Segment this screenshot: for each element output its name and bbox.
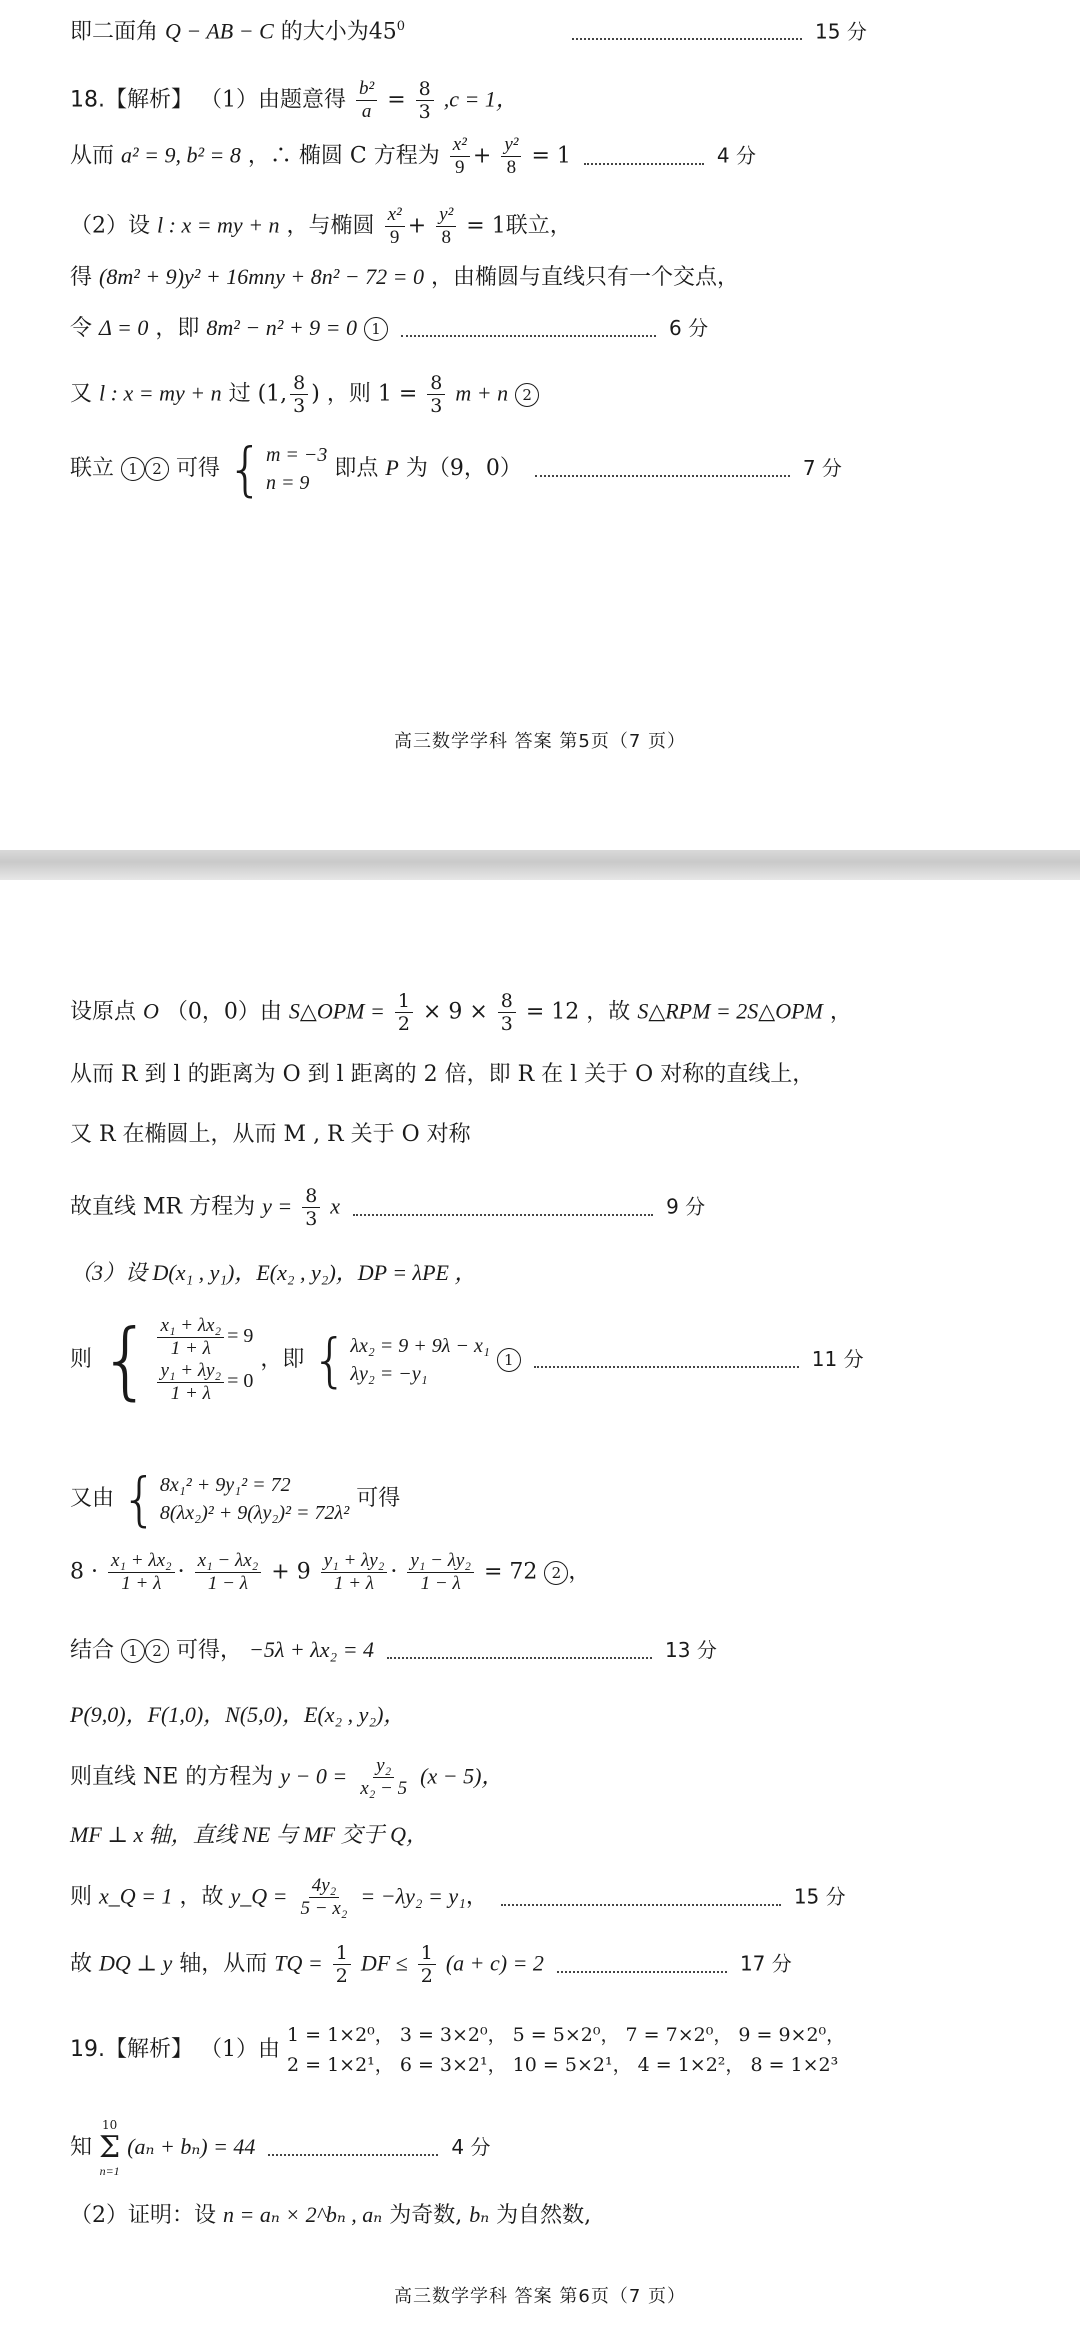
circled-number: 1 (121, 1639, 145, 1663)
line-solve-system (70, 435, 842, 503)
text: （2）证明：设 (70, 2203, 216, 2228)
line-area-ratio (70, 990, 852, 1035)
denominator: 9 (455, 157, 465, 178)
denominator: 2 (420, 1965, 433, 1987)
math: y − 0 = (280, 1763, 348, 1789)
page-6 (0, 880, 1080, 2337)
math: y = (262, 1193, 293, 1219)
text: 从而 (70, 143, 115, 169)
text: 即点 (334, 456, 379, 481)
denominator: 3 (430, 395, 443, 417)
line-q18-part1 (70, 78, 518, 123)
math: a² = 9, b² = 8 (121, 142, 241, 168)
math: TQ = (274, 1950, 323, 1976)
math: S△RPM = 2S△OPM (637, 998, 823, 1024)
system-row: 8(λx₂)² + 9(λy₂)² = 72λ² (159, 1502, 350, 1524)
circled-number: 1 (121, 457, 145, 481)
numerator: x₁ + λx₂ (157, 1315, 224, 1338)
numerator: 8 (416, 78, 434, 101)
fraction (427, 372, 445, 417)
fraction (498, 990, 516, 1035)
math: y_Q = (230, 1883, 288, 1909)
text: 联立 (70, 456, 115, 481)
equals: = (387, 87, 406, 113)
text: 可得， (176, 1638, 243, 1663)
text: 则 (70, 1884, 93, 1910)
text: 为奇数, (389, 2203, 463, 2228)
text: 则 (70, 1347, 93, 1372)
math: (aₙ + bₙ) = 44 (127, 2134, 256, 2159)
fraction (450, 134, 470, 179)
text: 的大小为45 (280, 19, 397, 45)
numerator: 8 (302, 1185, 320, 1208)
math: n = aₙ × 2^bₙ , aₙ (223, 2202, 383, 2227)
numerator: x² (385, 204, 405, 227)
line-passes-point (70, 372, 539, 417)
text: 联立， (505, 213, 572, 239)
numerator: 8 (498, 990, 516, 1013)
math: (x − 5)， (420, 1763, 504, 1789)
math: = −λy₂ = y₁ (360, 1883, 466, 1909)
math: + 9 (271, 1559, 311, 1585)
numerator: 4y₂ (309, 1875, 340, 1898)
left-brace: { (311, 1326, 349, 1394)
leader-dots (534, 1352, 799, 1368)
math: 8m² − n² + 9 = 0 (206, 315, 358, 340)
line-symmetric: 又 R 在椭圆上，从而 M , R 关于 O 对称 (70, 1122, 471, 1147)
sigma-sum (99, 2117, 120, 2179)
fraction (385, 204, 405, 249)
leader-dots (268, 2140, 438, 2156)
score: 7 分 (802, 456, 842, 480)
numerator: y² (501, 134, 521, 157)
math: DQ ⊥ y (99, 1950, 173, 1976)
text: 故直线 MR 方程为 (70, 1194, 256, 1220)
numerator: y² (436, 204, 456, 227)
line-q19-part1 (70, 2020, 845, 2080)
math: l : x = my + n (99, 380, 222, 406)
circled-number: 2 (145, 457, 169, 481)
text: 过 (228, 381, 251, 407)
text: ，∴ 椭圆 C 方程为 (247, 143, 440, 169)
denominator: 3 (418, 101, 431, 123)
decomposition-row: 1 = 1×2⁰， 3 = 3×2⁰， 5 = 5×2⁰， 7 = 7×2⁰， 9 = 9×2⁰， (287, 2024, 846, 2046)
math: Q − AB − C (165, 18, 274, 44)
leader-dots (584, 149, 704, 165)
text: ，故 (179, 1884, 224, 1910)
system-brace (121, 1465, 350, 1533)
line-discriminant (70, 313, 708, 344)
math: S△OPM = (288, 998, 385, 1024)
math: x (330, 1193, 341, 1219)
text: 轴，从而 (179, 1951, 268, 1977)
fraction (407, 1550, 474, 1595)
text: 为自然数, (496, 2203, 592, 2228)
decomposition-table (287, 2020, 845, 2080)
fraction (290, 372, 308, 417)
denominator: 3 (500, 1013, 513, 1035)
fraction (357, 1755, 410, 1800)
denominator: 1 − λ (207, 1573, 248, 1594)
text: 又由 (70, 1486, 115, 1511)
fraction (356, 78, 377, 123)
degree-sup: 0 (396, 19, 406, 34)
denominator: 3 (293, 395, 306, 417)
fraction (333, 1942, 351, 1987)
line-mf-perpendicular (70, 1820, 428, 1851)
math: (1, (257, 381, 288, 407)
left-brace: { (121, 1465, 158, 1533)
line-part3-setup (70, 1258, 476, 1289)
system-brace (227, 435, 328, 503)
numerator: y₁ + λy₂ (321, 1550, 388, 1573)
math: = 72 (483, 1559, 538, 1585)
denominator: 1 + λ (121, 1573, 162, 1594)
numerator: x₁ + λx₂ (108, 1550, 175, 1573)
line-tq (70, 1942, 792, 1987)
line-vector-system (70, 1311, 864, 1409)
text: ， (829, 999, 852, 1025)
text: 可得 (356, 1486, 401, 1511)
circled-number: 2 (145, 1639, 169, 1663)
text: ，由椭圆与直线只有一个交点， (431, 265, 740, 290)
system-row (154, 1315, 253, 1360)
denominator: 9 (389, 227, 400, 248)
page-separator (0, 850, 1080, 880)
math: (8m² + 9)y² + 16mny + 8n² − 72 = 0 (99, 264, 424, 289)
score: 17 分 (739, 1951, 792, 1976)
text: 则直线 NE 的方程为 (70, 1764, 274, 1790)
denominator: 1 + λ (170, 1338, 211, 1359)
math: ,c = 1， (443, 86, 518, 112)
fraction (416, 78, 434, 123)
fraction (298, 1875, 351, 1920)
denominator: 8 (506, 157, 517, 178)
line-ne-equation (70, 1755, 503, 1800)
leader-dots (387, 1643, 652, 1659)
left-brace: { (227, 435, 264, 503)
denominator: 3 (305, 1208, 318, 1230)
numerator: 8 (290, 372, 308, 395)
decomposition-row: 2 = 1×2¹， 6 = 3×2¹， 10 = 5×2¹， 4 = 1×2²， 8 = 1×2³ (287, 2054, 839, 2076)
line-ellipse-equation: 从而 a² = 9, b² = 8 ，∴ 椭圆 C 方程为 $\frac{\text{x²}}{9}$ + $\frac{\text{y²}}{8}$ = 1 4 分 (70, 134, 756, 178)
math: (a + c) = 2 (445, 1950, 544, 1976)
circled-number: 1 (364, 317, 388, 341)
system-row: λy₂ = −y₁ (350, 1363, 428, 1385)
line-points (70, 1700, 405, 1731)
line-part2-proof (70, 2200, 591, 2231)
denominator: 2 (397, 1013, 410, 1035)
line-distance: 从而 R 到 l 的距离为 O 到 l 距离的 2 倍，即 R 在 l 关于 O 对称的直线上， (70, 1062, 815, 1087)
leader-dots (501, 1890, 781, 1906)
text: 设原点 (70, 999, 137, 1025)
circled-number: 1 (497, 1348, 521, 1372)
numerator: 1 (418, 1942, 436, 1965)
numerator: 1 (333, 1942, 351, 1965)
numerator: 1 (395, 990, 413, 1013)
fraction (108, 1550, 175, 1595)
score: 15 分 (815, 19, 867, 44)
line-yq: 则 x_Q = 1 ，故 y_Q = $\frac{\text{4y₂}}{\text{5 − x₂}}$ = −λy₂ = y₁， 15 分 (70, 1875, 846, 1919)
math: O (143, 998, 159, 1024)
equals: = 1 (466, 213, 506, 239)
equals: = 1 (531, 143, 571, 169)
math: ) (311, 381, 320, 407)
math: x_Q = 1 (99, 1883, 173, 1909)
numerator: x₁ − λx₂ (195, 1550, 262, 1573)
denominator: 1 − λ (420, 1573, 461, 1594)
text: 又 (70, 381, 93, 407)
sum-upper-limit: 10 (101, 2118, 118, 2132)
text: （2）设 (70, 213, 150, 239)
sum-lower-limit: n=1 (99, 2164, 120, 2178)
numerator: b² (356, 78, 377, 101)
page-footer: 高三数学学科 答案 第5页（7 页） (393, 731, 687, 752)
page-footer: 高三数学学科 答案 第6页（7 页） (393, 2286, 687, 2307)
line-combine (70, 1635, 717, 1666)
denominator: 8 (441, 227, 451, 248)
fraction (321, 1550, 388, 1595)
numerator: 8 (427, 372, 445, 395)
numerator: y₁ − λy₂ (407, 1550, 474, 1573)
text: 故 (70, 1951, 93, 1977)
text: 为（9，0） (405, 456, 522, 481)
text: 可得 (176, 456, 221, 481)
denominator: x₂ − 5 (360, 1778, 408, 1799)
system-row: m = −3 (265, 444, 328, 466)
text: （1）由题意得 (200, 87, 346, 113)
math: P (385, 455, 399, 480)
math: 8 · (70, 1559, 98, 1585)
score: 15 分 (793, 1884, 846, 1909)
line-quadratic (70, 262, 739, 293)
sigma-symbol: Σ (99, 2130, 121, 2165)
system-row: n = 9 (265, 472, 310, 494)
score: 4 分 (451, 2135, 491, 2159)
line-dihedral-angle (70, 12, 867, 47)
math: l : x = my + n (157, 212, 280, 238)
line-ellipse-points (70, 1465, 401, 1533)
circled-number: 2 (515, 383, 539, 407)
leader-dots (353, 1200, 653, 1216)
text: ，即 (155, 316, 200, 341)
denominator: 1 + λ (333, 1573, 375, 1594)
text: ，即 (260, 1347, 305, 1372)
math: = 12 (525, 999, 580, 1025)
math: 1 = (377, 381, 418, 407)
leader-dots (572, 24, 802, 40)
text: （1）由 (200, 2037, 280, 2062)
score: 9 分 (666, 1194, 706, 1219)
math: DF ≤ (360, 1950, 408, 1976)
value: = 0 (227, 1370, 254, 1393)
math: m + n (455, 380, 509, 406)
score: 6 分 (669, 316, 709, 340)
line-sum (70, 2117, 491, 2179)
score: 13 分 (665, 1638, 717, 1662)
fraction (436, 204, 456, 249)
fraction (195, 1550, 262, 1595)
numerator: y₁ + λy₂ (157, 1360, 224, 1383)
page-5 (0, 0, 1080, 850)
line-product-expansion: 8 · $\frac{\text{x₁ + λx₂}}{1 + \lambda}$ · $\frac{\text{x₁ − λx₂}}{1 - \lambda}$ + 9 $\frac{\text{y₁ + λy₂}}{1 + \lambda}$ · $\frac{\text{y₁ − λy₂}}{1 - \lambda}$ = 72 2 ， (70, 1550, 591, 1594)
math: P(9,0)，F(1,0)，N(5,0)，E(x₂ , y₂)， (70, 1702, 406, 1727)
numerator: y₂ (373, 1755, 394, 1778)
denominator: 2 (335, 1965, 348, 1987)
leader-dots (535, 461, 790, 477)
math: × 9 × (422, 999, 488, 1025)
fraction (157, 1360, 224, 1405)
math: MF ⊥ x 轴，直线 NE 与 MF 交于 Q， (70, 1822, 428, 1847)
math: −5λ + λx₂ = 4 (249, 1637, 375, 1662)
circled-number: 2 (544, 1561, 568, 1585)
system-brace (99, 1311, 254, 1409)
denominator: 5 − x₂ (300, 1898, 348, 1919)
score: 4 分 (716, 143, 756, 168)
fraction (157, 1315, 224, 1360)
math: bₙ (469, 2202, 490, 2227)
system-row: 8x₁² + 9y₁² = 72 (159, 1474, 291, 1496)
text: ，则 (326, 381, 371, 407)
system-row (154, 1360, 253, 1405)
value: = 9 (227, 1325, 254, 1348)
line-mr-equation (70, 1185, 705, 1230)
score: 11 分 (811, 1347, 864, 1371)
text: ，故 (586, 999, 631, 1025)
system-row: λx₂ = 9 + 9λ − x₁ (350, 1335, 490, 1357)
math: （3）设 D(x₁ , y₁)，E(x₂ , y₂)，DP = λPE ， (70, 1260, 477, 1285)
leader-dots (401, 321, 656, 337)
system-brace (311, 1326, 490, 1394)
left-brace: { (99, 1311, 153, 1409)
denominator: a (361, 101, 372, 122)
text: 得 (70, 265, 93, 290)
text: ，与椭圆 (286, 213, 375, 239)
question-label: 18.【解析】 (70, 87, 193, 113)
text: 知 (70, 2135, 93, 2160)
fraction (418, 1942, 436, 1987)
fraction (395, 990, 413, 1035)
leader-dots (557, 1957, 727, 1973)
fraction (501, 134, 521, 179)
question-label: 19.【解析】 (70, 2037, 193, 2062)
denominator: 1 + λ (170, 1383, 211, 1404)
fraction (302, 1185, 320, 1230)
text: 即二面角 (70, 19, 159, 45)
text: 结合 (70, 1638, 115, 1663)
numerator: x² (450, 134, 470, 157)
text: （0，0）由 (165, 999, 282, 1025)
math: Δ = 0 (99, 315, 149, 340)
text: 令 (70, 316, 93, 341)
line-q18-part2: （2）设 l : x = my + n ，与椭圆 $\frac{\text{x²}}{9}$ + $\frac{\text{y²}}{8}$ = 1联立， (70, 204, 572, 248)
